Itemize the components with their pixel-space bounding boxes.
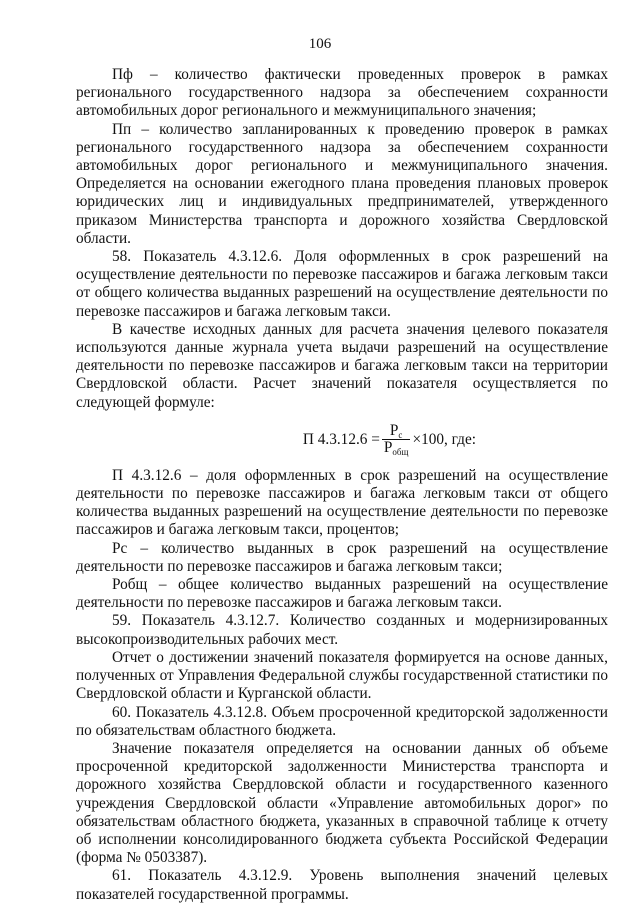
paragraph-source-data: В качестве исходных данных для расчета значения целевого показателя используются данные журнала учета выдачи разрешений на осуществление деятельности по перевозке пассажиров и багажа легковым такси на территории Свердловской области. Расчет значений показателя осуществляется по следующей формуле:	[76, 320, 608, 411]
paragraph-report-59: Отчет о достижении значений показателя формируется на основе данных, полученных от Управления Федеральной службы государственной статистики по Свердловской области и Курганской области.	[76, 648, 608, 703]
paragraph-rc-definition: Рс – количество выданных в срок разрешений на осуществление деятельности по перевозке пассажиров и багажа легковым такси;	[76, 539, 608, 575]
document-body	[76, 66, 608, 904]
paragraph-value-60: Значение показателя определяется на основании данных об объеме просроченной кредиторской задолженности Министерства транспорта и дорожного хозяйства Свердловской области и государственного казенного учреждения Свердловской области «Управление автомобильных дорог» по обязательствам областного бюджета, указанных в справочной таблице к отчету об исполнении консолидированного бюджета субъекта Российской Федерации (форма № 0503387).	[76, 739, 608, 867]
formula-denominator: $Р_{общ}$	[383, 439, 409, 458]
paragraph-indicator-60: 60. Показатель 4.3.12.8. Объем просроченной кредиторской задолженности по обязательствам областного бюджета.	[76, 703, 608, 739]
formula-left: П 4.3.12.6 =	[302, 430, 380, 448]
formula-fraction	[382, 422, 411, 458]
paragraph-pf-definition: Пф – количество фактически проведенных проверок в рамках регионального государственного надзора за обеспечением сохранности автомобильных дорог регионального и межмуниципального значения;	[76, 66, 608, 120]
formula	[76, 421, 608, 459]
paragraph-indicator-58: 58. Показатель 4.3.12.6. Доля оформленных в срок разрешений на осуществление деятельности по перевозке пассажиров и багажа легковым такси от общего количества выданных разрешений на осуществление деятельности по перевозке пассажиров и багажа легковым такси.	[76, 248, 608, 320]
page-number: 106	[308, 36, 332, 52]
paragraph-indicator-61: 61. Показатель 4.3.12.9. Уровень выполнения значений целевых показателей государственной программы.	[76, 867, 608, 903]
paragraph-pp-definition: Пп – количество запланированных к проведению проверок в рамках регионального государственного надзора за обеспечением сохранности автомобильных дорог регионального и межмуниципального значения. Определяется на основании ежегодного плана проведения плановых проверок юридических лиц и индивидуальных предпринимателей, утвержденного приказом Министерства транспорта и дорожного хозяйства Свердловской области.	[76, 120, 608, 247]
formula-numerator: $Р_с$	[389, 422, 403, 441]
paragraph-robsh-definition: Робщ – общее количество выданных разрешений на осуществление деятельности по перевозке пассажиров и багажа легковым такси.	[76, 576, 608, 612]
formula-right: ×100, где:	[412, 430, 476, 448]
paragraph-formula-explanation: П 4.3.12.6 – доля оформленных в срок разрешений на осуществление деятельности по перевозке пассажиров и багажа легковым такси от общего количества выданных разрешений на осуществление деятельности по перевозке пассажиров и багажа легковым такси, процентов;	[76, 466, 608, 539]
paragraph-indicator-59: 59. Показатель 4.3.12.7. Количество созданных и модернизированных высокопроизводительных рабочих мест.	[76, 612, 608, 648]
